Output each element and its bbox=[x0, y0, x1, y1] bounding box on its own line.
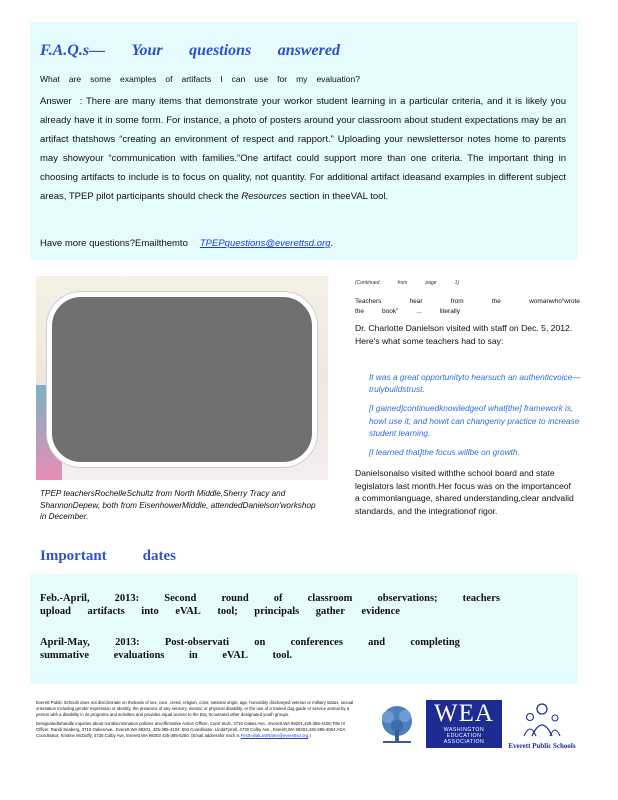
wea-logo-line: WASHINGTON bbox=[443, 727, 485, 733]
everett-public-schools-logo bbox=[504, 700, 580, 750]
date-word: evidence bbox=[361, 606, 400, 617]
question-word: of bbox=[165, 74, 173, 84]
footer-paragraph bbox=[36, 721, 358, 739]
tree-logo-icon bbox=[375, 704, 419, 746]
schools-figures-icon bbox=[504, 700, 580, 740]
wea-logo bbox=[426, 700, 502, 748]
more-text: Have more questions?Emailthemto bbox=[40, 238, 188, 249]
faq-title-word: F.A.Q.s— bbox=[40, 42, 106, 59]
faq-title-word: questions bbox=[189, 42, 252, 59]
question-word: evaluation? bbox=[316, 74, 360, 84]
date-word: April-May, bbox=[40, 637, 90, 648]
headline-line bbox=[355, 297, 580, 307]
teachers-photo bbox=[47, 292, 317, 467]
question-word: some bbox=[90, 74, 111, 84]
headline-word: womanwho“wrote bbox=[529, 298, 580, 305]
faq-answer bbox=[40, 92, 566, 206]
footer-email-end: .) bbox=[308, 733, 311, 738]
resources-term: Resources bbox=[241, 191, 287, 202]
footer-contacts: Designatedtohandle inquiries about nondiscrimination policies areAffirmative Action Officer, Carol Stolz, 3715 Oakes Ave., Everett,WA 98201,425-385-4106;Title IX Officer, Randi Seaberg, 3715 OakesAve., Everett,WA 98201, 425-385-4104; 504 Coordinator, LindaTyrrell, 4730 Colby Ave., Everett,WA 98203,425-385-4064;ADA Coordinator, Kristine McDuffy, 4730 Colby Ave, Everett,WA 98203 425-385-5250. (Email addressfor each is bbox=[36, 721, 346, 738]
date-word: artifacts bbox=[87, 606, 125, 617]
headline-word: ... bbox=[416, 308, 422, 315]
wea-logo-line: EDUCATION bbox=[446, 733, 482, 739]
teacher-quotes bbox=[369, 371, 581, 465]
quote: [I gained]continuedknowledgeof what[the] framework is, howI use it, and howit can changemy practice to increase student learning. bbox=[369, 403, 580, 438]
headline-word: from bbox=[450, 298, 464, 305]
date-entry bbox=[40, 636, 460, 662]
date-word: eVAL bbox=[175, 606, 201, 617]
more-questions bbox=[40, 238, 333, 249]
date-word: summative bbox=[40, 650, 89, 661]
answer-text: : There are many items that demonstrate your workor student learning in a particular criteria, and it is likely you already have it in some form. For instance, a photo of posters around your classroom about student expectations may be an artifact thatshows “creating an environment of respect and rapport.” Uploading your newslettersor notes home to parents may showyour “communication with families.”One artifact could support more than one criteria. The important thing in choosing artifacts to include is to focus on quality, not quantity. For additional artifact ideasand examples in different subject areas, TPEP pilot participants should check the bbox=[40, 96, 566, 202]
footer-paragraph: Everett Public Schools does not discriminate on thebasis of sex, race, creed, religion, color, national origin, age, honorably discharged veteran or military status, sexual orientation including gender expression or identity, the presence of any sensory, mental, or physical disability, or the use of a trained dog guide or service animal by a person with a disability in its programs and activities and provides equal access to the Boy Scoutsand other designated youth groups. bbox=[36, 700, 354, 717]
headline-word: Teachers bbox=[355, 298, 382, 305]
continued-word: (Continued bbox=[355, 280, 380, 286]
answer-tail: section in theeVAL tool. bbox=[286, 191, 389, 202]
date-word: upload bbox=[40, 606, 71, 617]
faq-question bbox=[40, 74, 360, 84]
faq-title-word: Your bbox=[131, 42, 163, 59]
date-word: classroom bbox=[307, 593, 353, 604]
headline-word: book” bbox=[382, 308, 399, 315]
wea-logo-text: WEA bbox=[434, 700, 494, 727]
date-word: eVAL bbox=[222, 650, 248, 661]
email-link[interactable]: TPEPquestions@everettsd.org bbox=[199, 238, 331, 249]
date-word: tool. bbox=[272, 650, 292, 661]
date-word: on bbox=[254, 637, 266, 648]
answer-label: Answer bbox=[40, 96, 72, 107]
footer-email-link[interactable]: FirstInitialLastName@everettsd.org bbox=[240, 733, 309, 738]
question-word: I bbox=[220, 74, 223, 84]
date-word: and bbox=[368, 637, 386, 648]
date-line bbox=[40, 636, 460, 649]
date-word: 2013: bbox=[114, 593, 140, 604]
wea-logo-line: ASSOCIATION bbox=[443, 739, 485, 745]
date-word: 2013: bbox=[115, 637, 140, 648]
nondiscrimination-footer bbox=[36, 700, 358, 742]
question-word: What bbox=[40, 74, 60, 84]
date-word: round bbox=[221, 593, 249, 604]
date-line bbox=[40, 605, 400, 618]
article-intro: Dr. Charlotte Danielson visited with staff on Dec. 5, 2012. Here's what some teachers had to say: bbox=[355, 323, 573, 346]
dates-title-word: dates bbox=[142, 548, 176, 564]
dates-title bbox=[40, 548, 176, 565]
headline-line bbox=[355, 307, 580, 317]
faq-title-word: answered bbox=[277, 42, 340, 59]
date-word: of bbox=[273, 593, 283, 604]
date-line bbox=[40, 592, 500, 605]
date-word: conferences bbox=[290, 637, 343, 648]
date-word: Post-observati bbox=[164, 637, 230, 648]
question-word: my bbox=[296, 74, 308, 84]
continued-word: 1) bbox=[454, 280, 460, 286]
more-end: . bbox=[330, 238, 334, 249]
article-headline bbox=[355, 297, 580, 317]
date-word: evaluations bbox=[113, 650, 165, 661]
date-word: gather bbox=[315, 606, 345, 617]
date-word: principals bbox=[254, 606, 300, 617]
date-word: tool; bbox=[217, 606, 238, 617]
question-word: use bbox=[254, 74, 269, 84]
question-word: are bbox=[68, 74, 82, 84]
photo-caption: TPEP teachersRochelleSchultz from North Middle,Sherry Tracy and ShannonDepew, both from EisenhowerMiddle, attendedDanielson'workshop in December. bbox=[40, 489, 316, 521]
date-word: observations; bbox=[377, 593, 438, 604]
article-outro: Danielsonalso visited withthe school board and state legislators last month.Her focus was on the importanceof a commonlanguage, shared understanding,clear andvalid standards, and the integrationof rigor. bbox=[355, 468, 574, 516]
quote: It was a great opportunityto hearsuch an authenticvoice—trulybuildstrust. bbox=[369, 372, 581, 395]
quote: [I learned that]the focus willbe on growth. bbox=[369, 447, 520, 458]
continued-word: from bbox=[397, 280, 408, 286]
date-word: into bbox=[141, 606, 159, 617]
date-word: teachers bbox=[462, 593, 500, 604]
article-column bbox=[355, 280, 581, 516]
date-word: Second bbox=[164, 593, 197, 604]
date-word: in bbox=[188, 650, 198, 661]
date-word: completing bbox=[410, 637, 460, 648]
question-word: can bbox=[231, 74, 246, 84]
headline-word: literally bbox=[439, 308, 460, 315]
continued-note bbox=[355, 280, 580, 286]
headline-word: the bbox=[491, 298, 501, 305]
date-entry bbox=[40, 592, 500, 618]
date-word: Feb.-April, bbox=[40, 593, 90, 604]
question-word: for bbox=[277, 74, 288, 84]
dates-title-word: Important bbox=[40, 548, 107, 564]
dates-panel bbox=[30, 574, 578, 684]
faq-title bbox=[40, 42, 340, 60]
question-word: examples bbox=[119, 74, 157, 84]
faq-panel bbox=[30, 22, 578, 260]
date-line bbox=[40, 649, 292, 662]
continued-word: page bbox=[425, 280, 437, 286]
headline-word: hear bbox=[409, 298, 423, 305]
everett-public-schools-text: Everett Public Schools bbox=[508, 742, 576, 750]
question-word: artifacts bbox=[181, 74, 212, 84]
headline-word: the bbox=[355, 308, 365, 315]
